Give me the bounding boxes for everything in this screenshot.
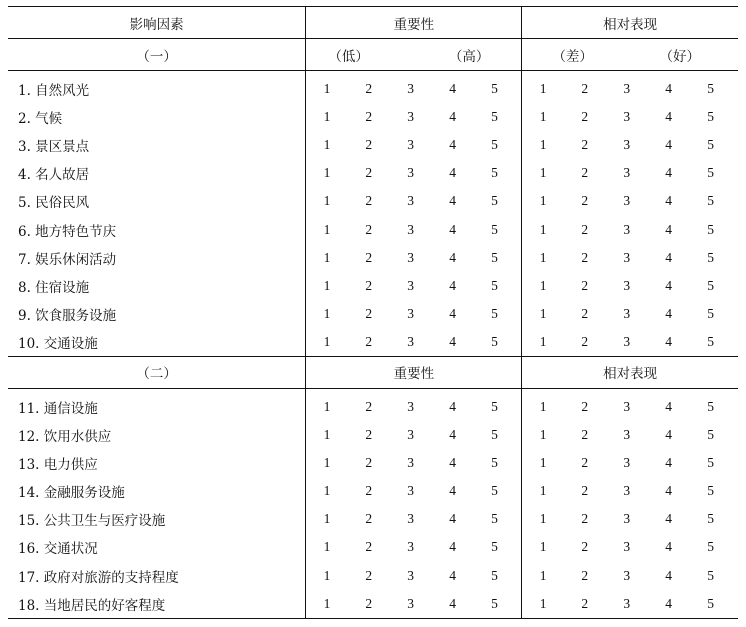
- factor-name: 9. 饮食服务设施: [8, 300, 306, 328]
- performance-rating-3[interactable]: 3: [623, 193, 631, 209]
- performance-rating-1[interactable]: 1: [539, 567, 547, 583]
- performance-rating-5[interactable]: 5: [707, 137, 714, 153]
- importance-rating-2[interactable]: 2: [365, 398, 373, 414]
- column-spacer: [732, 159, 738, 187]
- importance-rating-2[interactable]: 2: [365, 277, 373, 293]
- performance-rating-4[interactable]: 4: [665, 193, 673, 209]
- performance-rating-2[interactable]: 2: [581, 595, 589, 611]
- performance-rating-1[interactable]: 1: [539, 193, 547, 209]
- factor-name: 10. 交通设施: [8, 328, 306, 357]
- performance-rating-3[interactable]: 3: [623, 333, 631, 349]
- column-spacer: [732, 187, 738, 215]
- performance-rating-2[interactable]: 2: [581, 221, 589, 237]
- performance-rating-4[interactable]: 4: [665, 595, 673, 611]
- section1-header-row: [8, 39, 738, 71]
- performance-rating-2[interactable]: 2: [581, 193, 589, 209]
- performance-rating-2[interactable]: 2: [581, 539, 589, 555]
- performance-rating-1[interactable]: 1: [539, 595, 547, 611]
- performance-low-label: （差）: [552, 48, 593, 65]
- performance-rating-5[interactable]: 5: [707, 81, 714, 97]
- importance-rating-4[interactable]: 4: [449, 305, 456, 321]
- importance-rating-5[interactable]: 5: [491, 165, 498, 181]
- performance-rating-3[interactable]: 3: [623, 137, 631, 153]
- importance-rating-4[interactable]: 4: [449, 333, 456, 349]
- column-spacer: [732, 477, 738, 505]
- factor-name: 8. 住宿设施: [8, 272, 306, 300]
- performance-rating-4[interactable]: 4: [665, 249, 673, 265]
- performance-rating-1[interactable]: 1: [539, 277, 547, 293]
- importance-rating-2[interactable]: 2: [365, 455, 373, 471]
- importance-rating-5[interactable]: 5: [491, 249, 498, 265]
- factor-row: [8, 131, 738, 159]
- importance-rating-2[interactable]: 2: [365, 333, 373, 349]
- factor-row: [8, 477, 738, 505]
- performance-rating-5[interactable]: 5: [707, 333, 714, 349]
- performance-rating-4[interactable]: 4: [665, 539, 673, 555]
- factor-row: [8, 159, 738, 187]
- performance-rating-3[interactable]: 3: [623, 511, 631, 527]
- performance-rating-3[interactable]: 3: [623, 398, 631, 414]
- factor-name: 7. 娱乐休闲活动: [8, 244, 306, 272]
- column-spacer: [732, 388, 738, 421]
- importance-rating-4[interactable]: 4: [449, 567, 456, 583]
- column-spacer: [732, 244, 738, 272]
- importance-rating-2[interactable]: 2: [365, 595, 373, 611]
- factor-row: [8, 533, 738, 561]
- factor-row: [8, 388, 738, 421]
- column-spacer: [732, 421, 738, 449]
- importance-rating-3[interactable]: 3: [407, 333, 415, 349]
- column-spacer: [732, 71, 738, 104]
- importance-rating-5[interactable]: 5: [491, 567, 498, 583]
- performance-rating-2[interactable]: 2: [581, 398, 589, 414]
- importance-rating-4[interactable]: 4: [449, 539, 456, 555]
- factor-row: [8, 328, 738, 357]
- factor-name: 15. 公共卫生与医疗设施: [8, 505, 306, 533]
- importance-rating-5[interactable]: 5: [491, 427, 498, 443]
- factor-name: 2. 气候: [8, 103, 306, 131]
- performance-rating-3[interactable]: 3: [623, 305, 631, 321]
- section2-label: （二）: [8, 356, 306, 388]
- performance-rating-4[interactable]: 4: [665, 277, 673, 293]
- importance-rating-4[interactable]: 4: [449, 398, 456, 414]
- factor-row: [8, 272, 738, 300]
- importance-rating-1[interactable]: 1: [323, 427, 331, 443]
- column-spacer: [732, 272, 738, 300]
- performance-rating-1[interactable]: 1: [539, 483, 547, 499]
- importance-rating-3[interactable]: 3: [407, 511, 415, 527]
- importance-rating-3[interactable]: 3: [407, 193, 415, 209]
- performance-rating-3[interactable]: 3: [623, 109, 631, 125]
- performance-rating-2[interactable]: 2: [581, 165, 589, 181]
- importance-rating-5[interactable]: 5: [491, 398, 498, 414]
- importance-rating-5[interactable]: 5: [491, 333, 498, 349]
- importance-rating-2[interactable]: 2: [365, 427, 373, 443]
- importance-low-label: （低）: [328, 48, 369, 65]
- importance-rating-5[interactable]: 5: [491, 483, 498, 499]
- column-spacer: [732, 103, 738, 131]
- performance-scale-labels: [522, 39, 738, 71]
- column-spacer: [732, 215, 738, 243]
- importance-rating-2[interactable]: 2: [365, 249, 373, 265]
- performance-rating-1[interactable]: 1: [539, 249, 547, 265]
- importance-rating-5[interactable]: 5: [491, 539, 498, 555]
- factor-row: [8, 590, 738, 619]
- performance-rating-1[interactable]: 1: [539, 221, 547, 237]
- importance-rating-3[interactable]: 3: [407, 81, 415, 97]
- importance-rating-2[interactable]: 2: [365, 81, 373, 97]
- performance-rating-4[interactable]: 4: [665, 483, 673, 499]
- importance-rating-3[interactable]: 3: [407, 165, 415, 181]
- importance-rating-3[interactable]: 3: [407, 483, 415, 499]
- importance-rating-1[interactable]: 1: [323, 81, 331, 97]
- performance-rating-3[interactable]: 3: [623, 483, 631, 499]
- importance-rating-4[interactable]: 4: [449, 221, 456, 237]
- performance-rating-4[interactable]: 4: [665, 511, 673, 527]
- survey-table: [8, 6, 738, 619]
- importance-rating-2[interactable]: 2: [365, 305, 373, 321]
- importance-rating-3[interactable]: 3: [407, 137, 415, 153]
- performance-rating-5[interactable]: 5: [707, 249, 714, 265]
- performance-rating-4[interactable]: 4: [665, 109, 673, 125]
- importance-rating-1[interactable]: 1: [323, 511, 331, 527]
- importance-rating-2[interactable]: 2: [365, 221, 373, 237]
- importance-rating-4[interactable]: 4: [449, 137, 456, 153]
- column-spacer: [732, 449, 738, 477]
- performance-rating-1[interactable]: 1: [539, 539, 547, 555]
- importance-rating-1[interactable]: 1: [323, 398, 331, 414]
- performance-rating-4[interactable]: 4: [665, 427, 673, 443]
- performance-rating-5[interactable]: 5: [707, 277, 714, 293]
- importance-rating-4[interactable]: 4: [449, 455, 456, 471]
- factor-name: 14. 金融服务设施: [8, 477, 306, 505]
- importance-header: 重要性: [306, 7, 522, 39]
- importance-rating-5[interactable]: 5: [491, 109, 498, 125]
- importance-rating-3[interactable]: 3: [407, 398, 415, 414]
- importance-rating-4[interactable]: 4: [449, 193, 456, 209]
- performance-rating-4[interactable]: 4: [665, 455, 673, 471]
- importance-rating-3[interactable]: 3: [407, 427, 415, 443]
- factor-row: [8, 562, 738, 590]
- performance-rating-2[interactable]: 2: [581, 333, 589, 349]
- importance-rating-1[interactable]: 1: [323, 333, 331, 349]
- performance-rating-4[interactable]: 4: [665, 398, 673, 414]
- importance-rating-4[interactable]: 4: [449, 165, 456, 181]
- factor-name: 12. 饮用水供应: [8, 421, 306, 449]
- importance-rating-4[interactable]: 4: [449, 277, 456, 293]
- section2-header-row: [8, 356, 738, 388]
- importance-rating-3[interactable]: 3: [407, 595, 415, 611]
- performance-rating-4[interactable]: 4: [665, 567, 673, 583]
- performance-rating-1[interactable]: 1: [539, 333, 547, 349]
- importance-rating-2[interactable]: 2: [365, 539, 373, 555]
- importance-rating-1[interactable]: 1: [323, 277, 331, 293]
- performance-rating-3[interactable]: 3: [623, 539, 631, 555]
- importance-rating-5[interactable]: 5: [491, 595, 498, 611]
- importance-high-label: （高）: [448, 48, 490, 65]
- performance-rating-2[interactable]: 2: [581, 455, 589, 471]
- factor-row: [8, 300, 738, 328]
- section1-label: （一）: [8, 39, 306, 71]
- importance-rating-4[interactable]: 4: [449, 511, 456, 527]
- importance-rating-1[interactable]: 1: [323, 455, 331, 471]
- performance-rating-1[interactable]: 1: [539, 511, 547, 527]
- performance-rating-3[interactable]: 3: [623, 595, 631, 611]
- performance-rating-2[interactable]: 2: [581, 249, 589, 265]
- column-spacer: [732, 590, 738, 619]
- importance-rating-2[interactable]: 2: [365, 193, 373, 209]
- performance-rating-4[interactable]: 4: [665, 165, 673, 181]
- importance-rating-4[interactable]: 4: [449, 483, 456, 499]
- performance-rating-1[interactable]: 1: [539, 137, 547, 153]
- column-spacer: [732, 328, 738, 357]
- importance-rating-1[interactable]: 1: [323, 109, 331, 125]
- importance-rating-1[interactable]: 1: [323, 595, 331, 611]
- importance-rating-5[interactable]: 5: [491, 277, 498, 293]
- importance-rating-1[interactable]: 1: [323, 193, 331, 209]
- importance-rating-5[interactable]: 5: [491, 137, 498, 153]
- performance-rating-4[interactable]: 4: [665, 305, 673, 321]
- importance-rating-2[interactable]: 2: [365, 109, 373, 125]
- factor-name: 5. 民俗民风: [8, 187, 306, 215]
- performance-rating-2[interactable]: 2: [581, 109, 589, 125]
- factor-name: 3. 景区景点: [8, 131, 306, 159]
- importance-rating-3[interactable]: 3: [407, 249, 415, 265]
- importance-rating-4[interactable]: 4: [449, 249, 456, 265]
- column-spacer: [732, 505, 738, 533]
- performance-rating-5[interactable]: 5: [707, 567, 714, 583]
- factor-name: 11. 通信设施: [8, 388, 306, 421]
- performance-rating-2[interactable]: 2: [581, 305, 589, 321]
- section2-importance-header: 重要性: [306, 356, 522, 388]
- column-spacer: [732, 131, 738, 159]
- importance-rating-3[interactable]: 3: [407, 567, 415, 583]
- importance-rating-3[interactable]: 3: [407, 277, 415, 293]
- importance-rating-3[interactable]: 3: [407, 305, 415, 321]
- factor-name: 13. 电力供应: [8, 449, 306, 477]
- performance-rating-2[interactable]: 2: [581, 511, 589, 527]
- importance-rating-3[interactable]: 3: [407, 221, 415, 237]
- factor-row: [8, 103, 738, 131]
- importance-rating-2[interactable]: 2: [365, 483, 373, 499]
- performance-rating-5[interactable]: 5: [707, 165, 714, 181]
- importance-rating-1[interactable]: 1: [323, 165, 331, 181]
- importance-rating-1[interactable]: 1: [323, 483, 331, 499]
- performance-header: 相对表现: [522, 7, 738, 39]
- importance-rating-5[interactable]: 5: [491, 193, 498, 209]
- factor-name: 6. 地方特色节庆: [8, 215, 306, 243]
- factor-row: [8, 421, 738, 449]
- performance-rating-2[interactable]: 2: [581, 277, 589, 293]
- performance-rating-5[interactable]: 5: [707, 305, 714, 321]
- factor-name: 4. 名人故居: [8, 159, 306, 187]
- importance-rating-5[interactable]: 5: [491, 305, 498, 321]
- performance-rating-1[interactable]: 1: [539, 165, 547, 181]
- factor-row: [8, 71, 738, 104]
- performance-rating-3[interactable]: 3: [623, 277, 631, 293]
- performance-rating-1[interactable]: 1: [539, 109, 547, 125]
- performance-high-label: （好）: [659, 48, 700, 65]
- performance-rating-2[interactable]: 2: [581, 483, 589, 499]
- performance-rating-4[interactable]: 4: [665, 137, 673, 153]
- performance-rating-5[interactable]: 5: [707, 427, 714, 443]
- factor-row: [8, 215, 738, 243]
- header-row: [8, 7, 738, 39]
- importance-rating-5[interactable]: 5: [491, 511, 498, 527]
- performance-rating-2[interactable]: 2: [581, 137, 589, 153]
- factor-name: 16. 交通状况: [8, 533, 306, 561]
- performance-rating-3[interactable]: 3: [623, 249, 631, 265]
- performance-rating-3[interactable]: 3: [623, 221, 631, 237]
- importance-rating-3[interactable]: 3: [407, 539, 415, 555]
- importance-rating-1[interactable]: 1: [323, 539, 331, 555]
- performance-rating-5[interactable]: 5: [707, 483, 714, 499]
- importance-rating-5[interactable]: 5: [491, 455, 498, 471]
- performance-rating-2[interactable]: 2: [581, 567, 589, 583]
- importance-rating-4[interactable]: 4: [449, 427, 456, 443]
- performance-rating-4[interactable]: 4: [665, 333, 673, 349]
- importance-rating-5[interactable]: 5: [491, 81, 498, 97]
- importance-scale-labels: [306, 39, 522, 71]
- performance-rating-5[interactable]: 5: [707, 455, 714, 471]
- importance-rating-4[interactable]: 4: [449, 81, 456, 97]
- column-spacer: [732, 562, 738, 590]
- performance-rating-1[interactable]: 1: [539, 427, 547, 443]
- performance-rating-3[interactable]: 3: [623, 165, 631, 181]
- importance-rating-1[interactable]: 1: [323, 137, 331, 153]
- performance-rating-2[interactable]: 2: [581, 81, 589, 97]
- column-spacer: [732, 533, 738, 561]
- importance-rating-2[interactable]: 2: [365, 511, 373, 527]
- factor-row: [8, 505, 738, 533]
- importance-rating-1[interactable]: 1: [323, 567, 331, 583]
- factor-name: 17. 政府对旅游的支持程度: [8, 562, 306, 590]
- importance-rating-2[interactable]: 2: [365, 567, 373, 583]
- performance-rating-5[interactable]: 5: [707, 193, 714, 209]
- performance-rating-1[interactable]: 1: [539, 455, 547, 471]
- importance-rating-5[interactable]: 5: [491, 221, 498, 237]
- importance-rating-1[interactable]: 1: [323, 305, 331, 321]
- factor-name: 18. 当地居民的好客程度: [8, 590, 306, 619]
- performance-rating-5[interactable]: 5: [707, 398, 714, 414]
- performance-rating-3[interactable]: 3: [623, 567, 631, 583]
- section2-performance-header: 相对表现: [522, 356, 738, 388]
- importance-rating-1[interactable]: 1: [323, 249, 331, 265]
- factor-row: [8, 187, 738, 215]
- importance-rating-4[interactable]: 4: [449, 595, 456, 611]
- performance-rating-5[interactable]: 5: [707, 539, 714, 555]
- factor-row: [8, 449, 738, 477]
- importance-rating-4[interactable]: 4: [449, 109, 456, 125]
- factor-header: 影响因素: [8, 7, 306, 39]
- performance-rating-4[interactable]: 4: [665, 81, 673, 97]
- performance-rating-4[interactable]: 4: [665, 221, 673, 237]
- factor-name: 1. 自然风光: [8, 71, 306, 104]
- performance-rating-5[interactable]: 5: [707, 595, 714, 611]
- performance-rating-3[interactable]: 3: [623, 81, 631, 97]
- importance-rating-1[interactable]: 1: [323, 221, 331, 237]
- importance-rating-3[interactable]: 3: [407, 455, 415, 471]
- importance-rating-2[interactable]: 2: [365, 137, 373, 153]
- performance-rating-3[interactable]: 3: [623, 427, 631, 443]
- performance-rating-1[interactable]: 1: [539, 305, 547, 321]
- performance-rating-1[interactable]: 1: [539, 398, 547, 414]
- performance-rating-1[interactable]: 1: [539, 81, 547, 97]
- factor-row: [8, 244, 738, 272]
- performance-rating-2[interactable]: 2: [581, 427, 589, 443]
- importance-rating-3[interactable]: 3: [407, 109, 415, 125]
- performance-rating-5[interactable]: 5: [707, 109, 714, 125]
- performance-rating-5[interactable]: 5: [707, 221, 714, 237]
- importance-rating-2[interactable]: 2: [365, 165, 373, 181]
- performance-rating-3[interactable]: 3: [623, 455, 631, 471]
- column-spacer: [732, 300, 738, 328]
- performance-rating-5[interactable]: 5: [707, 511, 714, 527]
